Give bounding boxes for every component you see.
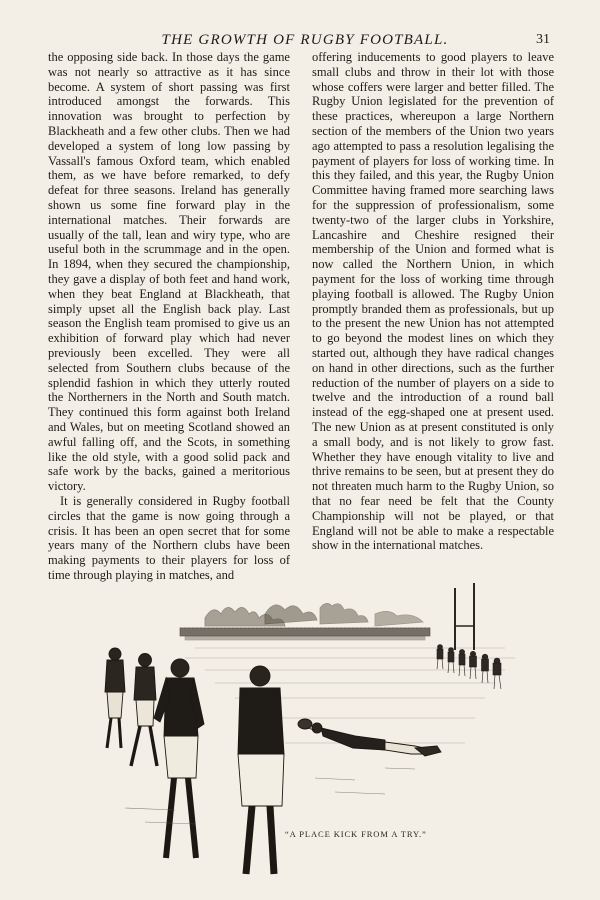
running-head [60, 32, 550, 50]
goal-posts [455, 583, 474, 650]
illustration-caption: “A PLACE KICK FROM A TRY.” [285, 829, 427, 839]
rugby-ball [298, 719, 312, 729]
field-shading [185, 648, 515, 743]
page-number: 31 [536, 32, 550, 47]
background-trees [205, 603, 423, 626]
diving-player [298, 719, 441, 756]
left-paragraph-1: the opposing side back. In those days the game was not nearly so attractive as it has since become. A system of short passing was first introduced amongst the forwards. This innovation was brought to perfection by Blackheath and a few other clubs. Then we had developed a system of long low passing by Vassall's famous Oxford team, which enabled them, as we have before remarked, to defy defeat for three seasons. Ireland has generally shown us some fine forward play in the international matches. Their forwards are usually of the tall, lean and wiry type, who are useful both in the scrummage and in the open. In 1894, when they secured the championship, they gave a display of both feet and hand work, when they beat England at Blackheath, that simply upset all the English back play. Last season the English team promised to give us an exhibition of forward play which had never previously been excelled. They were all selected from Southern clubs because of the splendid fashion in which they utterly routed the Northerners in the North and South match. They continued this form against both Ireland and Wales, but on meeting Scotland showed an awful falling off, and the Scots, in something like the old style, with a good solid pack and safe work by the backs, gained a meritorious victory. [48, 50, 290, 494]
players-left [105, 648, 284, 874]
left-column [48, 50, 290, 583]
running-title: THE GROWTH OF RUGBY FOOTBALL. [161, 32, 449, 48]
foreground-player [154, 659, 204, 858]
right-paragraph-1: offering inducements to good players to leave small clubs and throw in their lot with those whose coffers were larger and better filled. The Rugby Union legislated for the prevention of these practices, whereupon a large Northern section of the members of the Union two years ago attempted to pass a resolution legalising the payment of players for loss of working time. In this they failed, and this year, the Rugby Union Committee having framed more searching laws for the suppression of professionalism, some twenty-two of the larger clubs in Yorkshire, Lancashire and Cheshire resigned their membership of the Union and formed what is now called the Northern Union, in which payment for the loss of working time through playing football is allowed. The Rugby Union promptly branded them as professionals, but up to the present the new Union has not attempted to go beyond the modest lines on which they started out, although they have radical changes on hand in other directions, such as the further reduction of the number of players on a side to twelve and the introduction of a round ball instead of the egg-shaped one at present used. The new Union as at present constituted is only a small body, and is not likely to grow fast. Whether they have enough vitality to live and thrive remains to be seen, but at present they do not threaten much harm to the Rugby Union, so that no fear need be felt that the County Championship will not be played, or that England will not be able to make a respectable show in the international matches. [312, 50, 554, 553]
left-paragraph-2: It is generally considered in Rugby football circles that the game is now going through a crisis. It has been an open secret that for some years many of the Northern clubs have been making payments to their players for loss of time through playing in matches, and [48, 493, 290, 582]
players-right [437, 645, 501, 690]
distant-crowd [180, 628, 430, 640]
right-column [312, 50, 554, 553]
